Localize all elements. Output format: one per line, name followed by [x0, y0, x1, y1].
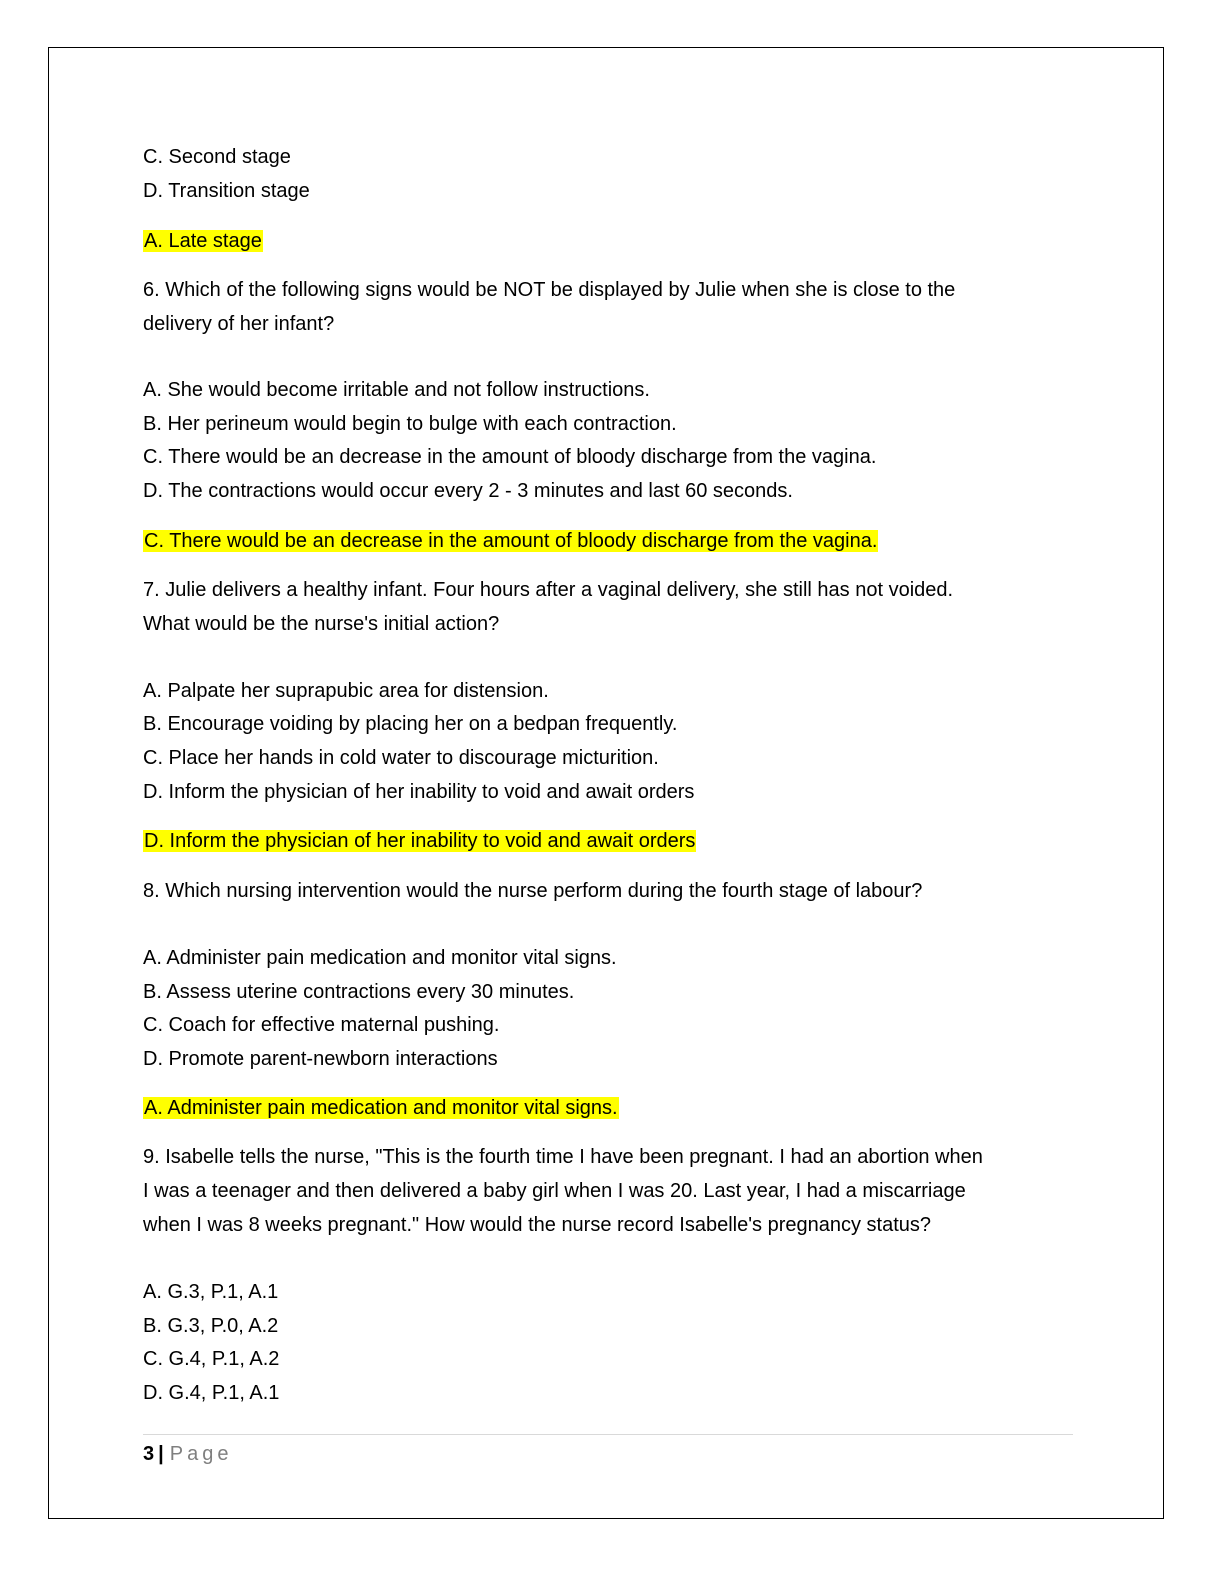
answer-line — [143, 525, 878, 558]
highlighted-answer: A. Administer pain medication and monitor vital signs. — [144, 1097, 618, 1119]
option-d: D. G.4, P.1, A.1 — [143, 1382, 280, 1404]
highlighted-answer: A. Late stage — [144, 230, 262, 252]
page-footer — [143, 1439, 232, 1469]
question-stem: I was a teenager and then delivered a baby girl when I was 20. Last year, I had a miscarriage — [143, 1180, 966, 1202]
option-c: C. There would be an decrease in the amount of bloody discharge from the vagina. — [143, 446, 877, 468]
answer-line — [143, 1092, 619, 1125]
highlighted-answer: D. Inform the physician of her inability to void and await orders — [144, 830, 696, 852]
question-stem: 6. Which of the following signs would be NOT be displayed by Julie when she is close to the — [143, 279, 956, 301]
question-stem: when I was 8 weeks pregnant." How would the nurse record Isabelle's pregnancy status? — [143, 1214, 932, 1236]
option-c: C. Second stage — [143, 146, 291, 168]
question-stem: 9. Isabelle tells the nurse, "This is the fourth time I have been pregnant. I had an abortion when — [143, 1146, 983, 1168]
option-b: B. Her perineum would begin to bulge with each contraction. — [143, 413, 677, 435]
footer-separator: | — [158, 1443, 164, 1465]
option-c: C. G.4, P.1, A.2 — [143, 1348, 280, 1370]
page-number: 3 — [143, 1443, 155, 1465]
footer-divider — [143, 1434, 1073, 1435]
option-d: D. The contractions would occur every 2 - 3 minutes and last 60 seconds. — [143, 480, 793, 502]
page-label: Page — [169, 1443, 233, 1465]
question-stem: 7. Julie delivers a healthy infant. Four hours after a vaginal delivery, she still has not voided. — [143, 579, 954, 601]
question-stem: delivery of her infant? — [143, 313, 335, 335]
option-b: B. Assess uterine contractions every 30 minutes. — [143, 981, 575, 1003]
option-d: D. Transition stage — [143, 180, 310, 202]
option-c: C. Place her hands in cold water to discourage micturition. — [143, 747, 659, 769]
option-c: C. Coach for effective maternal pushing. — [143, 1014, 500, 1036]
highlighted-answer: C. There would be an decrease in the amount of bloody discharge from the vagina. — [144, 530, 878, 552]
option-a: A. G.3, P.1, A.1 — [143, 1281, 279, 1303]
option-d: D. Inform the physician of her inability to void and await orders — [143, 781, 695, 803]
option-a: A. Administer pain medication and monitor vital signs. — [143, 947, 617, 969]
question-stem: What would be the nurse's initial action? — [143, 613, 500, 635]
option-a: A. She would become irritable and not follow instructions. — [143, 379, 650, 401]
answer-line — [143, 825, 696, 858]
option-a: A. Palpate her suprapubic area for distension. — [143, 680, 549, 702]
option-d: D. Promote parent-newborn interactions — [143, 1048, 498, 1070]
question-stem: 8. Which nursing intervention would the nurse perform during the fourth stage of labour? — [143, 880, 923, 902]
option-b: B. G.3, P.0, A.2 — [143, 1315, 279, 1337]
answer-line — [143, 225, 263, 258]
option-b: B. Encourage voiding by placing her on a bedpan frequently. — [143, 713, 678, 735]
